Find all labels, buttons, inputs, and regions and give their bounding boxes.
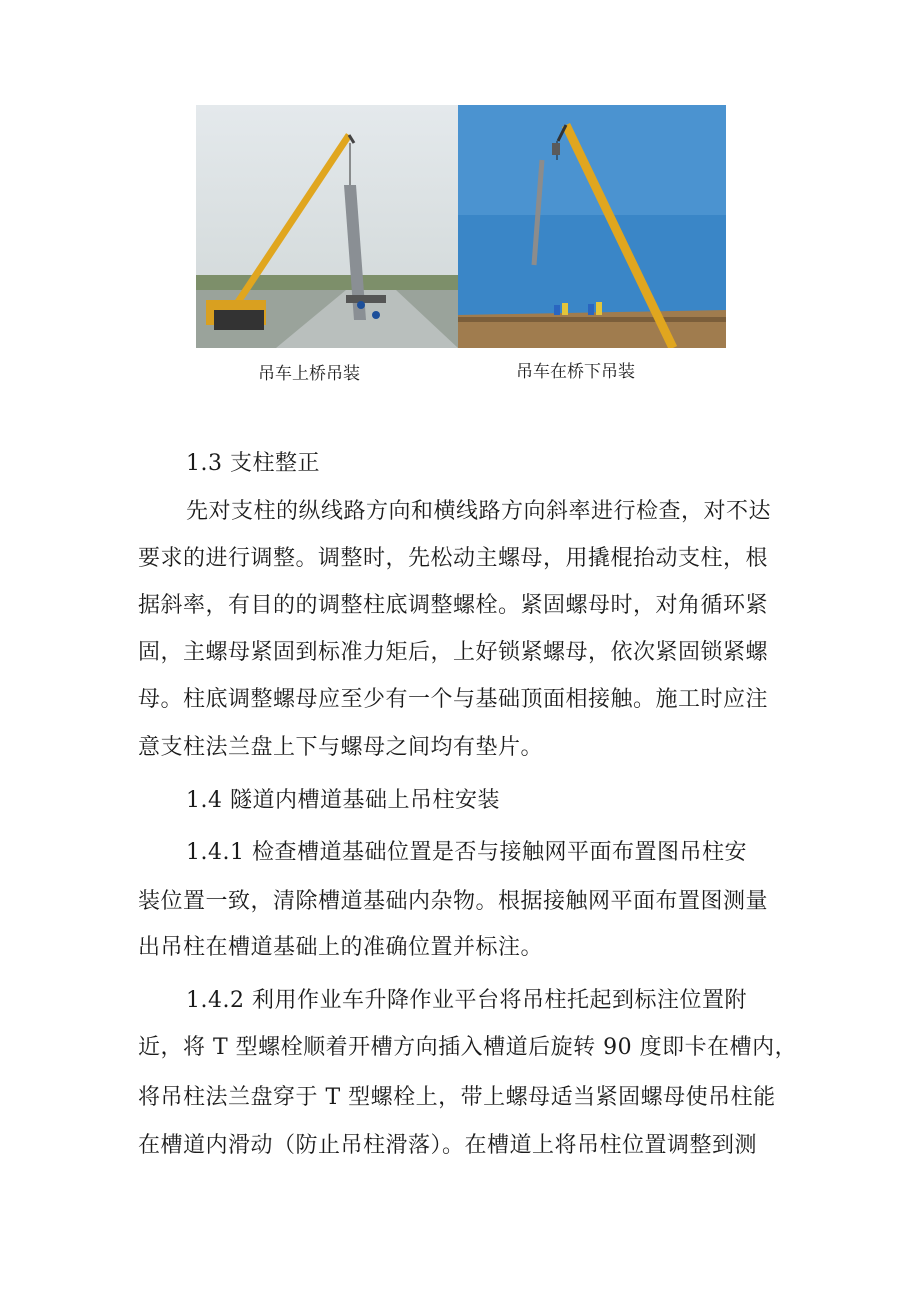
section-heading-1-3: 1.3 支柱整正 (186, 451, 320, 476)
paragraph-line: 1.4.1 检查槽道基础位置是否与接触网平面布置图吊柱安 (186, 840, 747, 865)
photo-crane-below-bridge (458, 105, 726, 348)
photo-caption-2: 吊车在桥下吊装 (516, 362, 635, 382)
paragraph-line: 要求的进行调整。调整时，先松动主螺母，用撬棍抬动支柱，根 (138, 546, 769, 571)
paragraph-line: 先对支柱的纵线路方向和横线路方向斜率进行检查，对不达 (186, 499, 772, 524)
paragraph-line: 固，主螺母紧固到标准力矩后，上好锁紧螺母，依次紧固锁紧螺 (138, 640, 769, 665)
paragraph-line: 装位置一致，清除槽道基础内杂物。根据接触网平面布置图测量 (138, 889, 769, 914)
paragraph-line: 意支柱法兰盘上下与螺母之间均有垫片。 (138, 735, 544, 760)
paragraph-line: 母。柱底调整螺母应至少有一个与基础顶面相接触。施工时应注 (138, 687, 769, 712)
section-heading-1-4: 1.4 隧道内槽道基础上吊柱安装 (186, 788, 500, 813)
paragraph-line: 在槽道内滑动（防止吊柱滑落）。在槽道上将吊柱位置调整到测 (138, 1133, 758, 1158)
paragraph-line: 1.4.2 利用作业车升降作业平台将吊柱托起到标注位置附 (186, 988, 747, 1013)
paragraph-line: 出吊柱在槽道基础上的准确位置并标注。 (138, 935, 544, 960)
photo-caption-1: 吊车上桥吊装 (258, 364, 360, 384)
photo-crane-on-bridge (196, 105, 458, 348)
paragraph-line: 据斜率，有目的的调整柱底调整螺栓。紧固螺母时，对角循环紧 (138, 593, 769, 618)
paragraph-line: 将吊柱法兰盘穿于 T 型螺栓上，带上螺母适当紧固螺母使吊柱能 (138, 1085, 776, 1110)
paragraph-line: 近，将 T 型螺栓顺着开槽方向插入槽道后旋转 90 度即卡在槽内， (138, 1035, 798, 1060)
